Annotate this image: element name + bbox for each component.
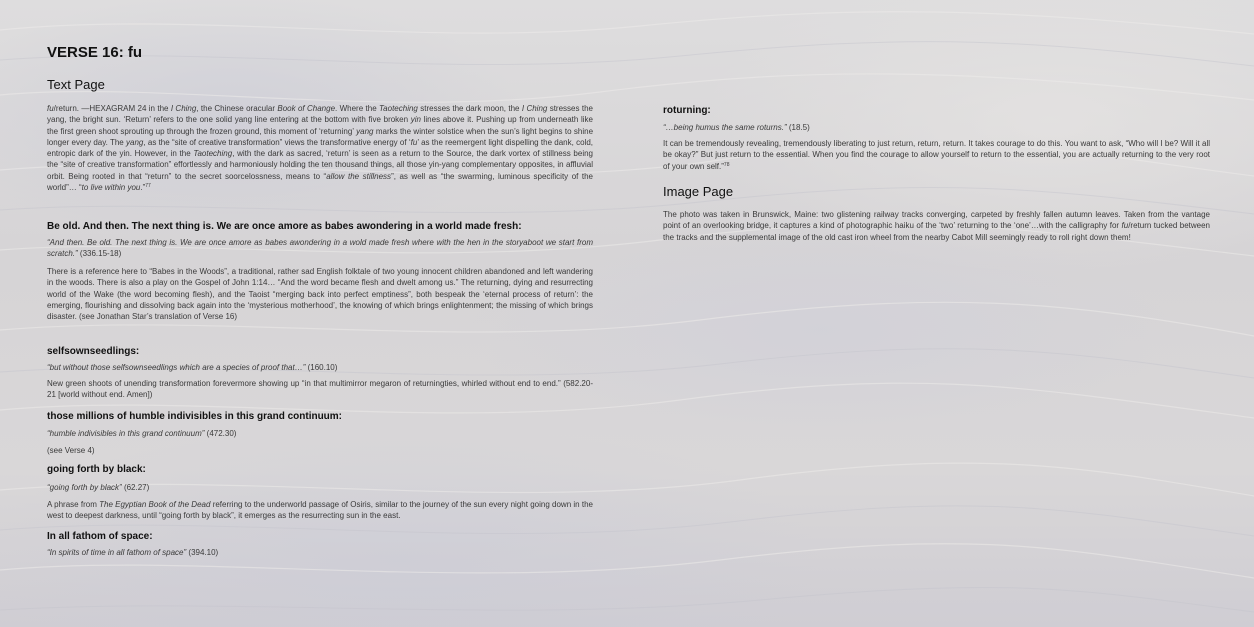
section-heading-fathom-of-space: In all fathom of space: bbox=[47, 531, 153, 542]
footnote-marker: 78 bbox=[723, 161, 730, 168]
section-heading-going-forth: going forth by black: bbox=[47, 464, 146, 475]
section-heading-roturning: roturning: bbox=[663, 105, 711, 116]
section-quote-selfsownseedlings: “but without those selfsownseedlings which are a species of proof that…” (160.10) bbox=[47, 363, 338, 372]
section-body-selfsownseedlings: New green shoots of unending transformation forevermore showing up “in that multimirror megaron of returningties, whirled without end to end.” (582.20-21 [world without end. Amen]) bbox=[47, 379, 593, 400]
section-quote-humble-indivisibles: “humble indivisibles in this grand continuum” (472.30) bbox=[47, 429, 237, 438]
text-page-heading: Text Page bbox=[47, 77, 105, 92]
section-heading-selfsownseedlings: selfsownseedlings: bbox=[47, 346, 140, 357]
section-quote-going-forth: “going forth by black” (62.27) bbox=[47, 483, 150, 492]
section-body-going-forth: A phrase from The Egyptian Book of the Dead referring to the underworld passage of Osiris, similar to the journey of the sun every night going down in the west to deepest darkness, until “going forth by black”, it emerges as the resurrecting sun in the east. bbox=[47, 500, 593, 521]
verse-title: VERSE 16: fu bbox=[47, 44, 143, 61]
image-page-heading: Image Page bbox=[663, 184, 734, 199]
section-quote-roturning: “…being humus the same roturns.” (18.5) bbox=[663, 123, 810, 132]
section-quote-be-old: “And then. Be old. The next thing is. We are once amore as babes awondering in a wold made fresh where with the hen in the storyaboot we start from scratch.” (336.15-18) bbox=[47, 238, 593, 259]
image-page-description: The photo was taken in Brunswick, Maine: two glistening railway tracks converging, carpeted by freshly fallen autumn leaves. Taken from the vantage point of an overlooking bridge, it captures a kind of photographic haiku of the ‘two’ returning to the ‘one’…with the calligraphy for fu/return tucked between the tracks and the supplemental image of the old cast iron wheel from the nearby Cabot Mill seemingly ready to roll right down them! bbox=[663, 210, 1211, 242]
section-body-be-old: There is a reference here to “Babes in the Woods”, a traditional, rather sad English folktale of two young innocent children abandoned and left wandering in the woods. There is also a play on the Gospel of John 1:14… “And the word became flesh and dwelt among us.” The returning, dying and resurrecting world of the Wake (the word becoming flesh), and the Taoist “merging back into perfect emptiness”, both bespeak the ‘eternal process of return’: the emerging, flourishing and dissolving back again into the ‘mysterious motherhood’, the knowing of which brings enlightenment; the missing of which brings disaster. (see Jonathan Star’s translation of Verse 16) bbox=[47, 267, 593, 322]
section-heading-be-old: Be old. And then. The next thing is. We are once amore as babes awondering in a world made fresh: bbox=[47, 221, 522, 232]
footnote-marker: 77 bbox=[145, 183, 151, 190]
section-heading-humble-indivisibles: those millions of humble indivisibles in this grand continuum: bbox=[47, 411, 343, 422]
intro-paragraph: fu/return. —HEXAGRAM 24 in the I Ching, the Chinese oracular Book of Change. Where the Taoteching stresses the dark moon, the I Ching stresses the yang, the bright sun. ‘Return’ refers to the one solid yang line entering at the bottom with five broken yin lines above it. Pushing up from underneath like the first green shoot sprouting up through the frozen ground, this moment of ‘returning’ yang marks the winter solstice when the sun’s light begins to shine longer every day. The yang, as the “site of creative transformation” views the transformative energy of ‘fu’ as the reemergent light dispelling the dank, cold, entropic dark of the yin. However, in the Taoteching, with the dark as sacred, ‘return’ is seen as a return to the Source, the dark vortex of stillness being the “site of creative transformation” effortlessly and harmoniously holding the ten thousand things, all those yin-yang complementary opposites, in affluvial orbit. Being rooted in that “return” to the secret soorcelossness, means to “allow the stillness”, as well as “the swarming, luminous specificity of the world”… “to live within you.”$^{77}$ bbox=[47, 104, 594, 193]
section-quote-fathom-of-space: “In spirits of time in all fathom of space” (394.10) bbox=[47, 548, 219, 557]
section-body-roturning: It can be tremendously revealing, tremendously liberating to just return, return, return. It takes courage to do this. You want to ask, “Who will I be? Will it all be okay?” But just return to the essential. When you find the courage to allow yourself to return to the essential, you are actually returning to the very root of your own self.”$^{78}$ bbox=[663, 139, 1210, 171]
section-body-humble-indivisibles: (see Verse 4) bbox=[47, 446, 95, 455]
